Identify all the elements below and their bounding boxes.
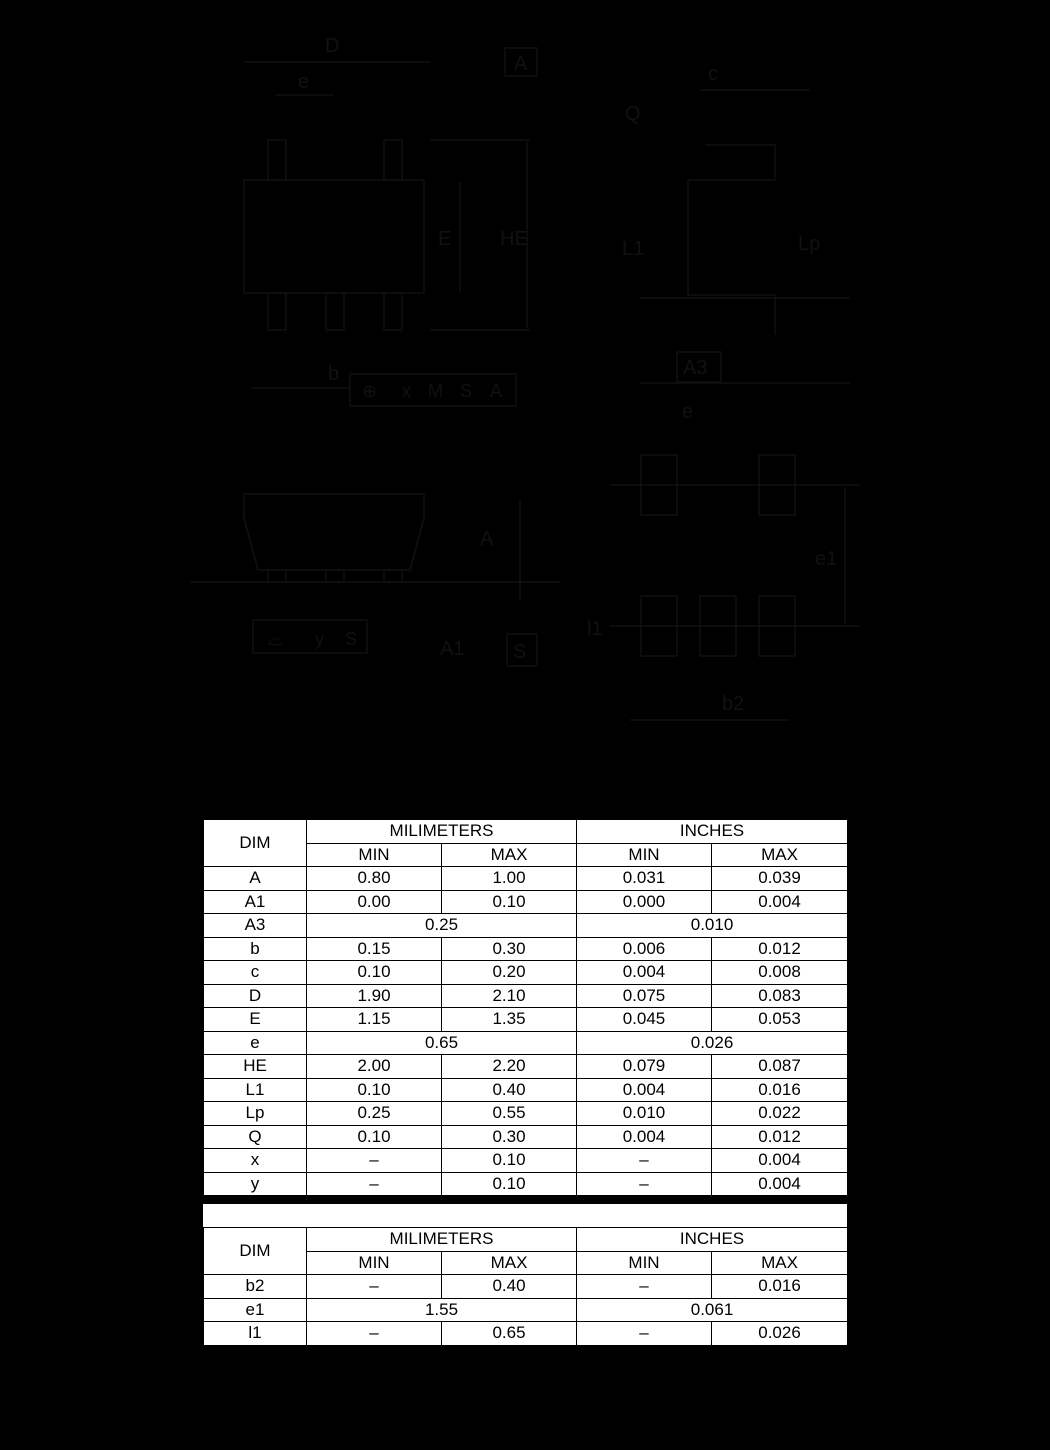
in-min-cell: – bbox=[577, 1172, 712, 1196]
in-max-cell: 0.039 bbox=[712, 867, 848, 891]
in-max-header: MAX bbox=[712, 1251, 848, 1275]
in-max-cell: 0.087 bbox=[712, 1055, 848, 1079]
millimeters-header: MILIMETERS bbox=[307, 1228, 577, 1252]
mm-min-cell: 0.15 bbox=[307, 937, 442, 961]
dim-cell: c bbox=[204, 961, 307, 985]
dim-cell: A bbox=[204, 867, 307, 891]
mm-max-cell: 0.40 bbox=[442, 1275, 577, 1299]
svg-text:S: S bbox=[460, 381, 473, 401]
table-row bbox=[204, 1298, 848, 1322]
datum-A-label: A bbox=[514, 53, 528, 75]
mm-max-cell: 0.10 bbox=[442, 1172, 577, 1196]
in-min-cell: 0.079 bbox=[577, 1055, 712, 1079]
mm-max-cell: 0.40 bbox=[442, 1078, 577, 1102]
dim-cell: HE bbox=[204, 1055, 307, 1079]
mm-min-cell: 1.90 bbox=[307, 984, 442, 1008]
dim-cell: l1 bbox=[204, 1322, 307, 1346]
dim-b-label: b bbox=[328, 363, 340, 385]
table-row bbox=[204, 984, 848, 1008]
svg-text:⌓: ⌓ bbox=[268, 629, 283, 649]
mm-max-cell: 0.30 bbox=[442, 1125, 577, 1149]
datum-S-label: S bbox=[513, 641, 527, 663]
dim-cell: b2 bbox=[204, 1275, 307, 1299]
mm-max-cell: 0.65 bbox=[442, 1322, 577, 1346]
dim-cell: y bbox=[204, 1172, 307, 1196]
dim-E-label: E bbox=[438, 228, 452, 250]
footprint-b2-label: b2 bbox=[722, 693, 745, 715]
in-max-cell: 0.016 bbox=[712, 1078, 848, 1102]
in-min-cell: 0.075 bbox=[577, 984, 712, 1008]
dim-e-label: e bbox=[298, 71, 310, 93]
inches-header: INCHES bbox=[577, 1228, 848, 1252]
front-A1-label: A1 bbox=[440, 638, 465, 660]
mm-max-cell: 0.20 bbox=[442, 961, 577, 985]
in-min-cell: 0.004 bbox=[577, 1125, 712, 1149]
dim-c-label: c bbox=[708, 63, 718, 85]
in-min-header: MIN bbox=[577, 843, 712, 867]
table-row bbox=[204, 914, 848, 938]
table-row bbox=[204, 867, 848, 891]
mm-min-header: MIN bbox=[307, 1251, 442, 1275]
in-max-cell: 0.026 bbox=[712, 1322, 848, 1346]
table-row bbox=[204, 1322, 848, 1346]
dim-header: DIM bbox=[204, 820, 307, 867]
svg-text:M: M bbox=[428, 381, 443, 401]
in-min-cell: 0.045 bbox=[577, 1008, 712, 1032]
millimeters-header: MILIMETERS bbox=[307, 820, 577, 844]
dim-L1-label: L1 bbox=[622, 238, 645, 260]
dim-cell: x bbox=[204, 1149, 307, 1173]
mm-max-cell: 1.35 bbox=[442, 1008, 577, 1032]
dimensions-table bbox=[203, 819, 848, 1196]
dim-cell: b bbox=[204, 937, 307, 961]
table-row bbox=[204, 890, 848, 914]
mm-min-header: MIN bbox=[307, 843, 442, 867]
mm-min-cell: – bbox=[307, 1172, 442, 1196]
table-row bbox=[204, 1125, 848, 1149]
dim-cell: E bbox=[204, 1008, 307, 1032]
in-max-cell: 0.008 bbox=[712, 961, 848, 985]
svg-text:S: S bbox=[345, 629, 358, 649]
in-min-cell: – bbox=[577, 1322, 712, 1346]
in-max-cell: 0.004 bbox=[712, 1172, 848, 1196]
dim-cell: A1 bbox=[204, 890, 307, 914]
table-row bbox=[204, 1275, 848, 1299]
footprint-e-label: e bbox=[682, 401, 694, 423]
svg-text:A: A bbox=[490, 381, 503, 401]
svg-text:y: y bbox=[315, 629, 324, 649]
dim-HE-label: HE bbox=[500, 228, 528, 250]
mm-max-cell: 0.30 bbox=[442, 937, 577, 961]
footprint-e1-label: e1 bbox=[815, 548, 838, 570]
inches-header: INCHES bbox=[577, 820, 848, 844]
in-min-cell: 0.000 bbox=[577, 890, 712, 914]
mm-min-cell: 0.10 bbox=[307, 1078, 442, 1102]
svg-text:x: x bbox=[402, 381, 411, 401]
in-max-cell: 0.083 bbox=[712, 984, 848, 1008]
dim-cell: D bbox=[204, 984, 307, 1008]
svg-text:⊕: ⊕ bbox=[362, 381, 378, 401]
mm-min-cell: 0.00 bbox=[307, 890, 442, 914]
mm-nominal-cell: 1.55 bbox=[307, 1298, 577, 1322]
table-row bbox=[204, 1031, 848, 1055]
dim-A3-label: A3 bbox=[683, 357, 708, 379]
mm-min-cell: – bbox=[307, 1322, 442, 1346]
table-row bbox=[204, 1008, 848, 1032]
dim-header: DIM bbox=[204, 1228, 307, 1275]
mm-min-cell: 0.10 bbox=[307, 1125, 442, 1149]
dim-D-label: D bbox=[325, 35, 340, 57]
table-row bbox=[204, 1172, 848, 1196]
in-min-cell: 0.010 bbox=[577, 1102, 712, 1126]
footprint-dimensions-table bbox=[203, 1227, 848, 1346]
table-row bbox=[204, 937, 848, 961]
mm-max-cell: 2.20 bbox=[442, 1055, 577, 1079]
flatness-tolerance-frame bbox=[268, 629, 357, 649]
mm-max-cell: 0.10 bbox=[442, 1149, 577, 1173]
dim-cell: A3 bbox=[204, 914, 307, 938]
position-tolerance-frame bbox=[362, 381, 502, 401]
mm-max-cell: 2.10 bbox=[442, 984, 577, 1008]
dim-cell: Lp bbox=[204, 1102, 307, 1126]
in-nominal-cell: 0.010 bbox=[577, 914, 848, 938]
in-max-header: MAX bbox=[712, 843, 848, 867]
table-row bbox=[204, 1102, 848, 1126]
in-nominal-cell: 0.026 bbox=[577, 1031, 848, 1055]
in-min-cell: 0.031 bbox=[577, 867, 712, 891]
in-max-cell: 0.004 bbox=[712, 1149, 848, 1173]
in-nominal-cell: 0.061 bbox=[577, 1298, 848, 1322]
mm-min-cell: 0.25 bbox=[307, 1102, 442, 1126]
in-max-cell: 0.012 bbox=[712, 1125, 848, 1149]
in-max-cell: 0.022 bbox=[712, 1102, 848, 1126]
dim-cell: e bbox=[204, 1031, 307, 1055]
front-A-label: A bbox=[480, 528, 494, 550]
in-min-cell: 0.004 bbox=[577, 961, 712, 985]
mm-min-cell: 0.10 bbox=[307, 961, 442, 985]
table-row bbox=[204, 1149, 848, 1173]
mm-max-cell: 0.10 bbox=[442, 890, 577, 914]
in-min-cell: 0.004 bbox=[577, 1078, 712, 1102]
table-separator bbox=[203, 1204, 847, 1227]
footprint-l1-label: l1 bbox=[587, 618, 603, 640]
in-max-cell: 0.012 bbox=[712, 937, 848, 961]
mm-nominal-cell: 0.65 bbox=[307, 1031, 577, 1055]
mm-max-header: MAX bbox=[442, 843, 577, 867]
mm-nominal-cell: 0.25 bbox=[307, 914, 577, 938]
mm-min-cell: – bbox=[307, 1275, 442, 1299]
mm-max-cell: 0.55 bbox=[442, 1102, 577, 1126]
in-min-cell: 0.006 bbox=[577, 937, 712, 961]
in-min-cell: – bbox=[577, 1149, 712, 1173]
in-min-header: MIN bbox=[577, 1251, 712, 1275]
mm-min-cell: – bbox=[307, 1149, 442, 1173]
mm-min-cell: 2.00 bbox=[307, 1055, 442, 1079]
table-row bbox=[204, 1078, 848, 1102]
in-max-cell: 0.016 bbox=[712, 1275, 848, 1299]
mm-max-cell: 1.00 bbox=[442, 867, 577, 891]
table-row bbox=[204, 1055, 848, 1079]
dim-Q-label: Q bbox=[625, 103, 641, 125]
in-min-cell: – bbox=[577, 1275, 712, 1299]
in-max-cell: 0.004 bbox=[712, 890, 848, 914]
in-max-cell: 0.053 bbox=[712, 1008, 848, 1032]
mm-min-cell: 1.15 bbox=[307, 1008, 442, 1032]
table-row bbox=[204, 961, 848, 985]
mm-max-header: MAX bbox=[442, 1251, 577, 1275]
dim-cell: e1 bbox=[204, 1298, 307, 1322]
dim-cell: Q bbox=[204, 1125, 307, 1149]
mm-min-cell: 0.80 bbox=[307, 867, 442, 891]
dim-Lp-label: Lp bbox=[798, 233, 821, 255]
dim-cell: L1 bbox=[204, 1078, 307, 1102]
